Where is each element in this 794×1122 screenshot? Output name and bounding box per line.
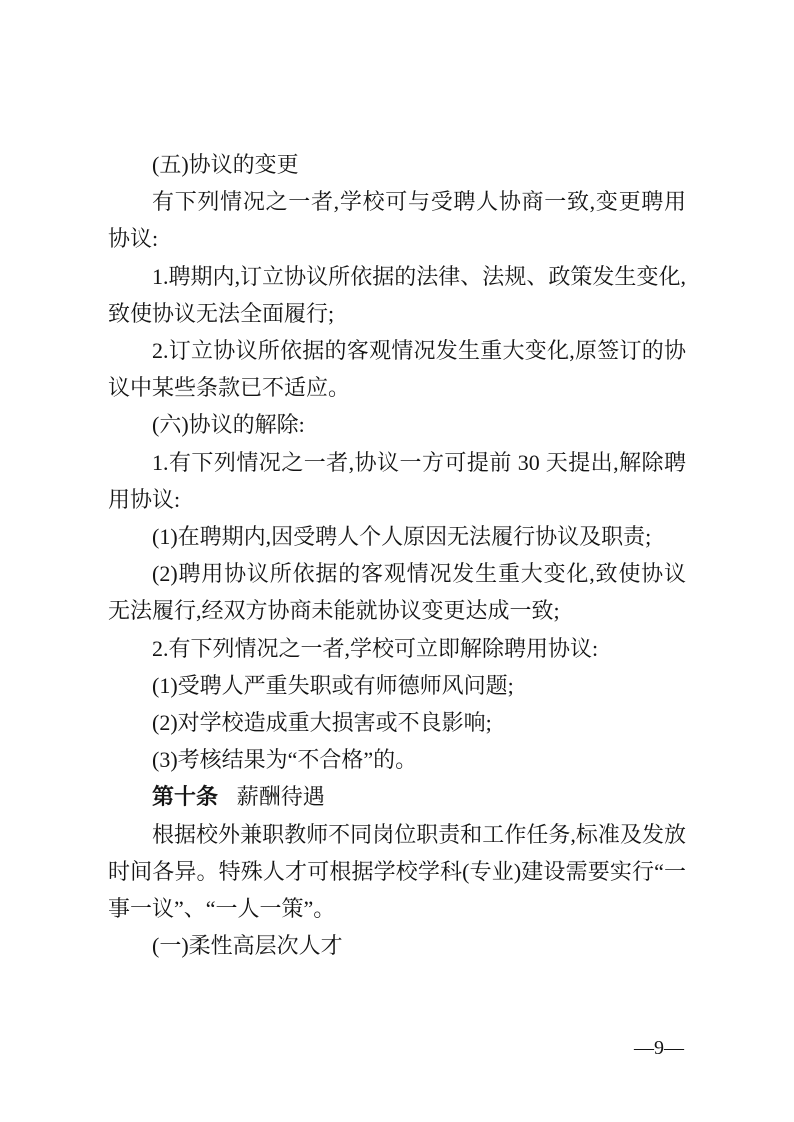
paragraph: (1)在聘期内,因受聘人个人原因无法履行协议及职责; <box>152 524 652 550</box>
article-title: 薪酬待遇 <box>236 784 325 810</box>
paragraph: (六)协议的解除: <box>152 412 305 438</box>
article-number: 第十条 <box>152 784 219 810</box>
paragraph: 有下列情况之一者,学校可与受聘人协商一致,变更聘用协议: <box>108 189 686 252</box>
paragraph: (1)受聘人严重失职或有师德师风问题; <box>152 672 514 698</box>
paragraph: (3)考核结果为“不合格”的。 <box>152 747 418 773</box>
article-heading <box>108 778 686 815</box>
paragraph: 1.聘期内,订立协议所依据的法律、法规、政策发生变化,致使协议无法全面履行; <box>108 263 686 326</box>
paragraph: 2.订立协议所依据的客观情况发生重大变化,原签订的协议中某些条款已不适应。 <box>108 338 686 401</box>
paragraph: (2)聘用协议所依据的客观情况发生重大变化,致使协议无法履行,经双方协商未能就协议变更达成一致; <box>108 561 686 624</box>
paragraph: 根据校外兼职教师不同岗位职责和工作任务,标准及发放时间各异。特殊人才可根据学校学科(专业)建设需要实行“一事一议”、“一人一策”。 <box>108 821 686 922</box>
document-body <box>108 146 686 964</box>
paragraph: 1.有下列情况之一者,协议一方可提前 30 天提出,解除聘用协议: <box>108 449 686 512</box>
page-number: —9— <box>634 1037 684 1059</box>
paragraph: (一)柔性高层次人才 <box>152 933 343 959</box>
paragraph: (五)协议的变更 <box>152 152 299 177</box>
paragraph: (2)对学校造成重大损害或不良影响; <box>152 710 492 736</box>
paragraph: 2.有下列情况之一者,学校可立即解除聘用协议: <box>152 635 599 661</box>
